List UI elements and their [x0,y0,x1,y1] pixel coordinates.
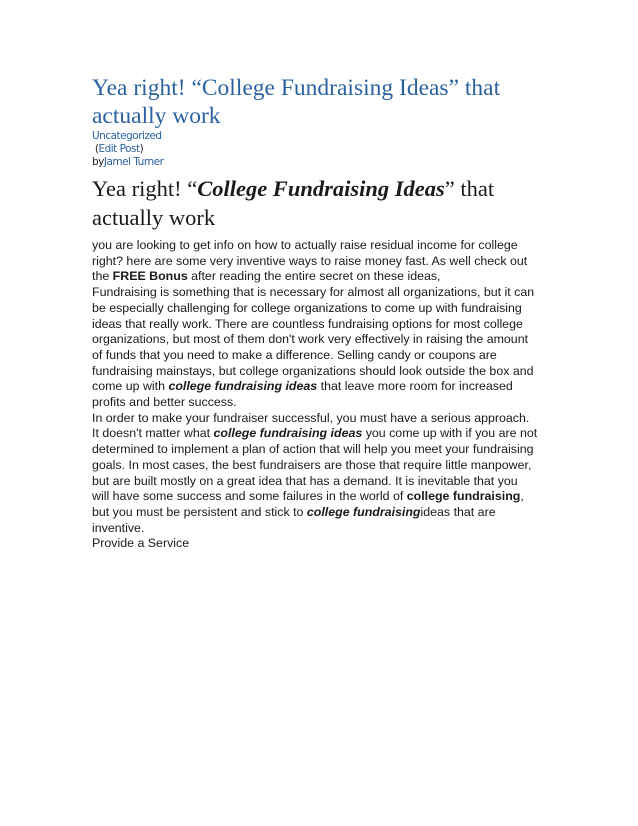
heading-text: ” that [444,176,495,201]
edit-post-link[interactable]: Edit Post [98,143,140,155]
body-line [92,489,552,505]
body-line: of funds that you need to make a difference. Selling candy or coupons are [92,347,497,362]
body-text: will have some success and some failures in the world of [92,489,407,504]
post-title[interactable] [92,74,552,130]
body-line: you are looking to get info on how to actually raise residual income for college [92,238,518,252]
by-label: by [92,156,104,168]
post-meta [92,130,552,169]
article-heading-line: actually work [92,205,216,230]
byline [92,156,552,169]
keyword-bold: college fundraising [406,489,521,504]
keyword-emphasis: college fundraising ideas [168,379,318,394]
body-line: determined to implement a plan of action that will help you meet your fundraising [92,442,534,457]
body-text: but you must be persistent and stick to [92,504,307,519]
body-text: , [520,489,524,504]
author-link[interactable]: Jamel Turner [103,156,164,168]
article-heading [92,174,552,232]
body-text: you come up with if you are not [362,426,538,441]
body-line: right? here are some very inventive ways to raise money fast. As well check out [92,253,528,268]
paren-close: ) [139,143,144,155]
section-heading-provide-service: Provide a Service [92,536,190,551]
body-text: that leave more room for increased [317,379,513,394]
body-line: be especially challenging for college organizations to come up with fundraising [92,300,522,315]
category-link[interactable]: Uncategorized [92,130,162,142]
body-line: goals. In most cases, the best fundraisers are those that require little manpower, [92,457,532,472]
article-body [92,238,552,552]
article-heading-line [92,174,552,203]
keyword-emphasis: college fundraising ideas [213,426,363,441]
body-line [92,505,552,521]
heading-text: Yea right! “ [92,176,198,201]
body-text: after reading the entire secret on these ideas, [187,269,441,284]
body-line [92,426,552,442]
post-title-line[interactable]: Yea right! “College Fundraising Ideas” that [92,75,501,101]
keyword-emphasis: college fundraising [306,504,421,519]
body-line: inventive. [92,520,145,535]
body-line: but are built mostly on a great idea that has a demand. It is inevitable that you [92,473,518,488]
body-text: It doesn't matter what [92,426,214,441]
body-line [92,269,552,285]
free-bonus-text: FREE Bonus [112,269,188,284]
body-line: organizations, but most of them don't work very effectively in raising the amount [92,332,529,347]
body-line: fundraising mainstays, but college organizations should look outside the box and [92,363,534,378]
body-line: Fundraising is something that is necessary for almost all organizations, but it can [92,285,535,300]
body-line: ideas that really work. There are countless fundraising options for most college [92,316,523,331]
body-line: profits and better success. [92,395,237,410]
edit-post-row [92,143,552,156]
post-title-line[interactable]: actually work [92,103,221,129]
post-content [92,74,552,552]
body-text: ideas that are [420,504,496,519]
body-line: In order to make your fundraiser successful, you must have a serious approach. [92,410,530,425]
body-line [92,379,552,395]
body-text: come up with [92,379,169,394]
body-text: the [92,269,113,284]
paren-open: ( [94,143,99,155]
heading-emphasis: College Fundraising Ideas [197,176,445,201]
